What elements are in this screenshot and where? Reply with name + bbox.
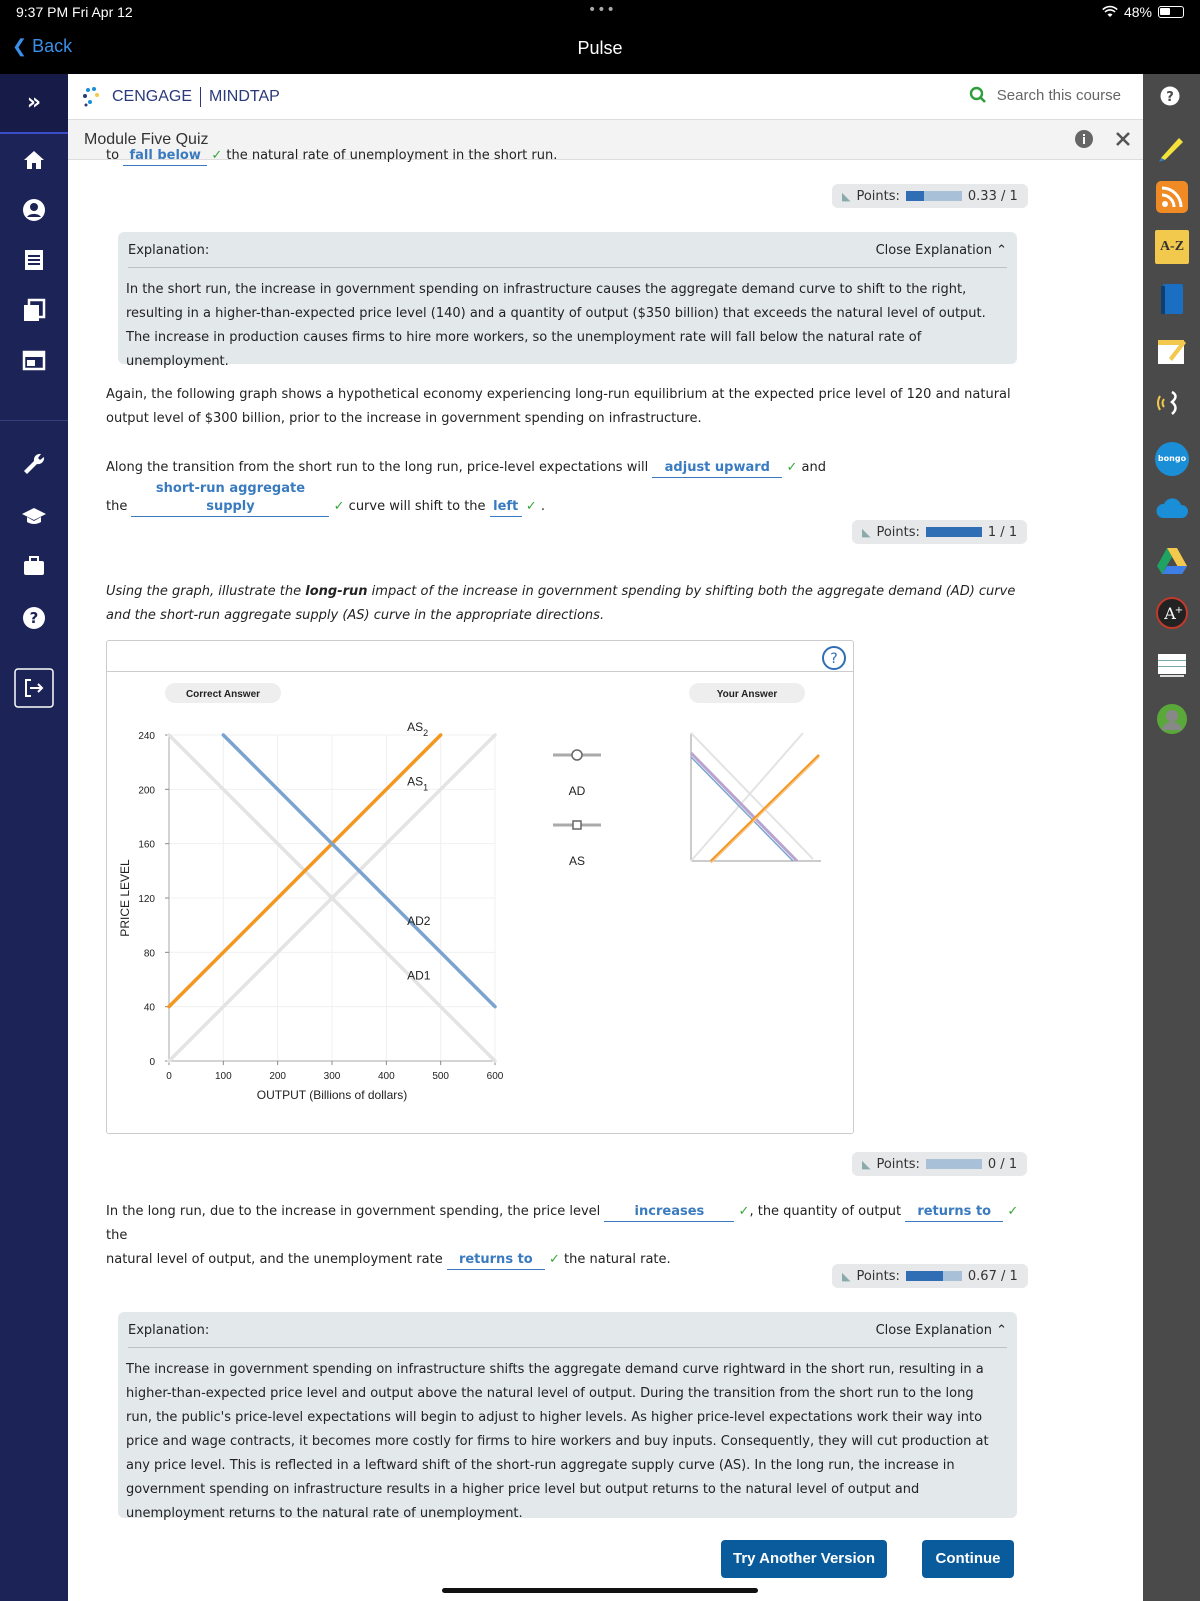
brand-mindtap: MINDTAP: [209, 88, 280, 105]
continue-button[interactable]: Continue: [922, 1540, 1014, 1578]
graph-canvas: [107, 641, 853, 1133]
answer-dropdown-unemployment[interactable]: returns to: [447, 1251, 545, 1270]
chart-axes: [118, 731, 504, 1102]
correct-answer-tab-label: Correct Answer: [185, 689, 261, 700]
context-paragraph: Again, the following graph shows a hypothetical economy experiencing long-run equilibrium at the expected price level of 120 and natural output level of $300 billion, prior to the increase in government spending on infrastructure.: [106, 387, 1011, 426]
explanation-header: [128, 1312, 1007, 1348]
explanation-text: The increase in government spending on infrastructure shifts the aggregate demand curve rightward in the short run, resulting in a higher-than-expected price level and output above the natural level of output. During the transition from the short run to the long run, the public's price-level expectations will begin to adjust to higher levels. As higher price-level expectations work their way into price and wage contracts, it becomes more costly for firms to hire workers and buy inputs. Consequently, they will cut production at any price level. This is reflected in a leftward shift of the short-run aggregate supply curve (AS). In the long run, the increase in government spending on infrastructure results in a higher price level but output returns to the natural level of output and unemployment returns to the natural rate of unemployment.: [126, 1362, 989, 1521]
points-bar-fill: [906, 191, 924, 201]
y-tick-label: 240: [138, 731, 155, 742]
rss-icon[interactable]: [1155, 180, 1189, 214]
bongo-icon[interactable]: bongo: [1155, 442, 1189, 476]
y-tick-label: 120: [138, 894, 155, 905]
y-tick-label: 40: [143, 1002, 155, 1014]
svg-text:+: +: [1174, 605, 1184, 616]
chevron-left-icon: ❮: [12, 36, 28, 56]
course-search[interactable]: [969, 86, 1121, 104]
instruction-text: Using the graph, illustrate the: [106, 584, 306, 599]
svg-text:A: A: [1164, 604, 1176, 623]
battery-icon: [1158, 6, 1184, 18]
points-label: Points:: [876, 524, 920, 540]
logout-icon[interactable]: [14, 668, 54, 708]
x-tick-label: 200: [269, 1071, 287, 1082]
check-icon: ✓: [525, 499, 537, 514]
points-indicator-2: [852, 520, 1027, 544]
x-tick-label: 0: [166, 1071, 172, 1082]
check-icon: ✓: [333, 499, 345, 514]
points-bar: [906, 1271, 962, 1281]
x-tick-label: 100: [214, 1071, 232, 1082]
flag-icon: ◣: [842, 1269, 851, 1283]
points-indicator-4: [832, 1264, 1028, 1288]
q3-text: the natural rate.: [564, 1252, 671, 1267]
wrench-icon[interactable]: [20, 450, 48, 478]
brand-cengage: CENGAGE: [112, 88, 193, 105]
svg-text:?: ?: [830, 651, 838, 667]
battery-percent: 48%: [1123, 4, 1152, 20]
as-tool-label: AS: [568, 854, 586, 868]
home-icon[interactable]: [20, 146, 48, 174]
y-tick-label: 200: [138, 785, 155, 797]
explanation-header: [128, 232, 1007, 268]
q2-text: .: [540, 499, 546, 514]
ad-tool-handle[interactable]: [572, 750, 582, 760]
user-icon[interactable]: [20, 196, 48, 224]
graduation-cap-icon[interactable]: [20, 502, 48, 530]
close-explanation-button[interactable]: [876, 243, 1007, 258]
check-icon: ✓: [738, 1204, 750, 1219]
answer-dropdown-curve[interactable]: short-run aggregate supply: [131, 480, 329, 517]
try-another-version-button[interactable]: Try Another Version: [721, 1540, 887, 1578]
close-explanation-button[interactable]: [876, 1323, 1007, 1338]
book-icon[interactable]: [1155, 282, 1189, 316]
your-answer-thumbnail[interactable]: [691, 733, 821, 863]
close-explanation-label: Close Explanation: [875, 1323, 992, 1338]
y-axis-title: PRICE LEVEL: [118, 859, 132, 937]
dictionary-az-icon[interactable]: A-Z: [1155, 230, 1189, 264]
q3-text: In the long run, due to the increase in government spending, the price level: [106, 1204, 601, 1219]
q3-text: , the quantity of output: [749, 1204, 902, 1219]
flag-icon: ◣: [862, 1157, 871, 1171]
x-tick-label: 600: [486, 1071, 504, 1082]
explanation-title: Explanation:: [128, 243, 210, 258]
question-expectations: [106, 456, 1026, 519]
q2-text: curve will shift to the: [348, 499, 486, 514]
y-tick-label: 0: [149, 1057, 155, 1068]
points-bar: [906, 191, 962, 201]
home-indicator: [442, 1588, 758, 1593]
course-header: [68, 74, 1143, 120]
gradebook-icon[interactable]: [20, 246, 48, 274]
instruction-bold: long-run: [305, 584, 368, 599]
explanation-text: In the short run, the increase in government spending on infrastructure causes the aggregate demand curve to shift to the right, resulting in a higher-than-expected price level (140) and a quantity of output ($350 billion) that exceeds the natural level of output. The increase in production causes firms to hire more workers, so the unemployment rate will fall below the natural rate of unemployment.: [126, 282, 986, 369]
scrolled-previous-line: to fall below ✓ the natural rate of unemployment in the short run.: [106, 161, 1106, 167]
check-icon: ✓: [1007, 1204, 1019, 1219]
battery-status: [1102, 4, 1184, 20]
points-bar: [926, 527, 982, 537]
curve-label-as2: $AS_2$: [407, 719, 429, 738]
app-title: Pulse: [577, 38, 623, 58]
q3-text: natural level of output, and the unemployment rate: [106, 1252, 443, 1267]
cengage-dots-icon: [82, 86, 104, 108]
explanation-panel-2: [118, 1312, 1017, 1521]
x-axis-title: OUTPUT (Billions of dollars): [256, 1088, 408, 1102]
explanation-panel-1: [118, 232, 1017, 369]
points-bar-fill: [926, 527, 982, 537]
curve-label-subscript: 1: [423, 782, 429, 793]
flashcards-icon[interactable]: [1155, 648, 1189, 682]
multitask-dots[interactable]: •••: [588, 2, 616, 18]
graph-instruction: [106, 580, 1026, 628]
graph-panel: [106, 640, 854, 1134]
points-value: 0.67 / 1: [967, 1268, 1018, 1284]
answer-dropdown-output[interactable]: returns to: [905, 1203, 1003, 1222]
page-title: Module Five Quiz: [84, 131, 209, 148]
flag-icon: ◣: [862, 525, 871, 539]
q2-text: Along the transition from the short run to the long run, price-level expectations will: [106, 460, 649, 475]
points-label: Points:: [876, 1156, 920, 1172]
as-tool-handle[interactable]: [573, 821, 581, 829]
left-nav: [0, 74, 68, 1601]
check-icon: ✓: [786, 460, 798, 475]
cengage-logo[interactable]: [82, 86, 280, 108]
curve-label-as1: $AS_1$: [407, 774, 429, 793]
x-tick-label: 300: [323, 1071, 341, 1082]
y-tick-label: 80: [143, 948, 155, 960]
check-icon: ✓: [548, 1252, 560, 1267]
expand-nav-button[interactable]: »: [0, 74, 68, 134]
q2-text: and: [801, 460, 826, 475]
highlighter-icon[interactable]: [1155, 130, 1189, 164]
svg-text:?: ?: [29, 609, 39, 627]
instruction-text: impact of the increase in government spending by shifting both the aggregate demand (AD) curve and the short-run aggregate supply (AS) curve in the appropriate directions.: [106, 584, 1016, 623]
flag-icon: ◣: [842, 189, 851, 203]
check-icon: ✓: [211, 148, 223, 163]
your-answer-tab-label: Your Answer: [716, 689, 778, 700]
search-input[interactable]: Search this course: [996, 86, 1121, 104]
points-bar: [926, 1159, 982, 1169]
curve-label-ad1: AD1: [407, 968, 431, 983]
points-indicator-3: [852, 1152, 1027, 1176]
chevron-up-icon: ⌃: [996, 1323, 1007, 1338]
back-label: Back: [32, 36, 73, 56]
close-explanation-label: Close Explanation: [875, 243, 992, 258]
avatar-icon[interactable]: [1155, 702, 1189, 736]
points-value: 0.33 / 1: [967, 188, 1018, 204]
prev-text: the natural rate of unemployment in the short run.: [226, 148, 558, 163]
search-icon: [969, 86, 987, 104]
readspeaker-icon[interactable]: [1155, 386, 1189, 420]
notepad-icon[interactable]: [1155, 334, 1189, 368]
info-icon[interactable]: [1074, 129, 1094, 149]
answer-dropdown-expectations[interactable]: adjust upward: [652, 459, 782, 478]
answer-dropdown-direction[interactable]: left: [490, 498, 522, 517]
briefcase-icon[interactable]: [20, 552, 48, 580]
curve-label-ad2: AD2: [407, 914, 431, 929]
close-icon[interactable]: [1114, 130, 1132, 148]
calendar-icon[interactable]: [20, 346, 48, 374]
nav-divider: [0, 420, 68, 421]
points-bar-fill: [906, 1271, 944, 1281]
help-icon[interactable]: [20, 604, 48, 632]
google-drive-icon[interactable]: [1155, 544, 1189, 578]
cloud-icon[interactable]: [1155, 492, 1189, 526]
q3-text: the: [106, 1228, 128, 1243]
explanation-title: Explanation:: [128, 1323, 210, 1338]
question-long-run: [106, 1200, 1026, 1272]
chevron-up-icon: ⌃: [996, 243, 1007, 258]
right-toolbar: [1143, 74, 1200, 1601]
copy-icon[interactable]: [20, 296, 48, 324]
prev-answer[interactable]: fall below: [123, 147, 207, 166]
chart-labels: [407, 720, 431, 983]
wifi-icon: [1102, 6, 1118, 18]
ad-tool-label: AD: [568, 784, 586, 798]
y-tick-label: 160: [138, 839, 155, 851]
x-tick-label: 400: [377, 1071, 395, 1082]
aplus-icon[interactable]: [1155, 596, 1189, 630]
points-value: 1 / 1: [987, 524, 1018, 540]
x-tick-label: 500: [432, 1071, 450, 1082]
clock: 9:37 PM Fri Apr 12: [16, 4, 133, 20]
brand-divider: [200, 87, 201, 107]
points-value: 0 / 1: [987, 1156, 1018, 1172]
points-label: Points:: [856, 1268, 900, 1284]
q2-text: the: [106, 499, 128, 514]
curve-label-subscript: 2: [423, 727, 429, 738]
svg-text:?: ?: [1166, 90, 1174, 105]
help-circle-icon[interactable]: [1160, 86, 1180, 106]
points-label: Points:: [856, 188, 900, 204]
ios-status-bar: [0, 0, 1200, 74]
answer-dropdown-price-level[interactable]: increases: [604, 1203, 734, 1222]
points-indicator-1: [832, 184, 1028, 208]
